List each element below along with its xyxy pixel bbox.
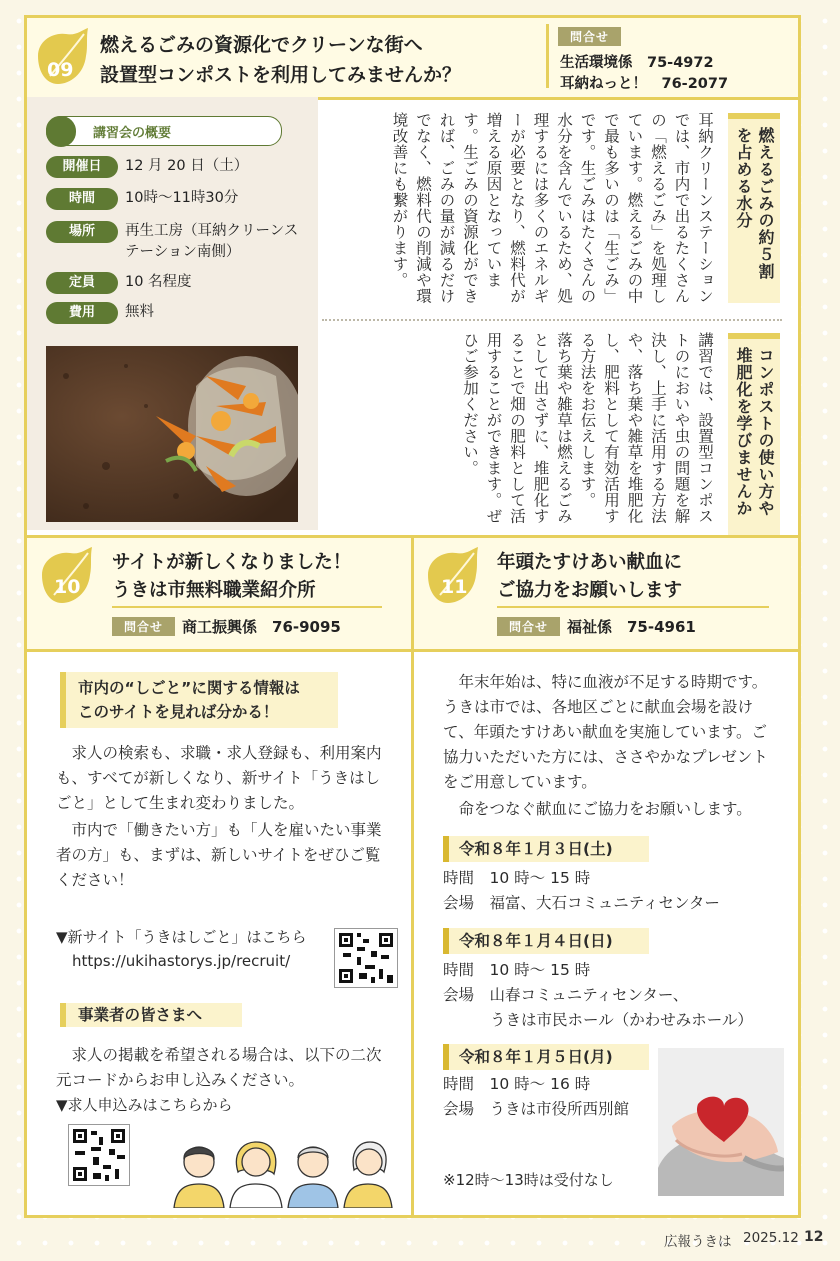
venue-text-2: うきは市民ホール（かわせみホール） <box>490 1011 753 1029</box>
people-illustration <box>170 1132 395 1208</box>
column-heading: コンポストの使い方や堆肥化を学びませんか <box>728 333 780 535</box>
paragraph: 求人の掲載を希望される場合は、以下の二次元コードからお申し込みください。 <box>56 1046 382 1089</box>
course-label-dot <box>46 116 76 147</box>
paragraph: 求人の検索も、求職・求人登録も、利用案内も、すべてが新しくなり、新サイト「うきはしごと」として生まれ変わりました。 <box>56 744 382 812</box>
contact-phone-1: 生活環境係 75-4972 <box>560 55 714 71</box>
time-text: 時間 10 時～ 15 時 <box>443 869 591 887</box>
title-underline <box>112 606 382 608</box>
time-text: 時間 10 時～ 15 時 <box>443 961 591 979</box>
row-value: 12 月 20 日（土） <box>125 158 249 174</box>
paragraph: 市内で「働きたい方」も「人を雇いたい事業者の方」も、まずは、新しいサイトをぜひご覧ください！ <box>56 821 382 889</box>
compost-photo <box>46 346 298 522</box>
contact-tag: 問合せ <box>112 617 175 636</box>
time-text: 時間 10 時～ 16 時 <box>443 1075 591 1093</box>
dotted-divider <box>322 319 782 321</box>
section-number: 11 <box>441 576 468 598</box>
section-title-line1: 燃えるごみの資源化でクリーンな街へ <box>100 34 423 56</box>
row-label: 場所 <box>46 221 118 243</box>
date-heading: 令和８年１月５日(月) <box>443 1044 649 1070</box>
venue-text: 会場 福富、大石コミュニティセンター <box>443 894 720 912</box>
footer-publication: 広報うきは <box>664 1234 732 1250</box>
header-divider <box>546 24 549 88</box>
column-text: 講習では、設置型コンポストのにおいや虫の問題を解決し、上手に活用する方法や、落ち葉や雑草を堆肥化し、肥料として有効活用する方法をお伝えします。 落ち葉や雑草は燃えるごみとして出さずに、堆肥化することで畑の肥料として活用することができます。ぜひご参加ください。 <box>461 332 714 524</box>
venue-text: 会場 うきは市役所西別館 <box>443 1100 630 1118</box>
site-link-label: ▼新サイト「うきはしごと」はこちら <box>56 928 307 946</box>
venue-text: 会場 山春コミュニティセンター、 <box>443 986 689 1004</box>
footer-issue: 2025.12 <box>743 1230 799 1246</box>
row-value: 10時～11時30分 <box>125 190 239 206</box>
course-label: 講習会の概要 <box>93 126 172 141</box>
row-value: 再生工房（耳納クリーンステーション南側） <box>125 223 299 260</box>
info-heading <box>60 672 338 728</box>
title-underline <box>497 606 769 608</box>
section-number: 09 <box>47 59 74 81</box>
row-label: 開催日 <box>46 156 118 178</box>
row-label: 時間 <box>46 188 118 210</box>
contact-phone-2: 耳納ねっと！ 76-2077 <box>560 76 729 92</box>
column-heading: 燃えるごみの約５割を占める水分 <box>728 113 780 303</box>
qr-code-site[interactable] <box>334 928 398 988</box>
section-title-line1: サイトが新しくなりました！ <box>112 552 352 573</box>
column-text: 耳納クリーンステーションでは、市内で出るたくさんの「燃えるごみ」を処理しています。燃えるごみの中で最も多いのは「生ごみ」です。生ごみはたくさんの水分を含んでいるため、処理するには多くのエネルギーが必要となり、燃料代が増える原因となっています。生ごみの資源化ができれば、ごみの量が減るだけでなく、燃料代の削減や環境改善にも繋がります。 <box>390 112 714 304</box>
info-heading-line1: 市内の“しごと”に関する情報は <box>78 679 300 697</box>
note-text: ※12時～13時は受付なし <box>443 1171 614 1189</box>
heart-hands-photo <box>658 1048 784 1196</box>
info-heading-line2: このサイトを見れば分かる！ <box>78 703 279 721</box>
section-number: 10 <box>54 576 81 598</box>
row-label: 定員 <box>46 272 118 294</box>
contact-phone: 商工振興係 76-9095 <box>182 618 341 636</box>
qr-code-apply[interactable] <box>68 1124 130 1186</box>
section-title-line2: ご協力をお願いします <box>497 580 683 601</box>
contact-tag: 問合せ <box>497 617 560 636</box>
page-number: 12 <box>804 1229 824 1245</box>
paragraph: 命をつなぐ献血にご協力をお願いします。 <box>443 800 752 818</box>
contact-phone: 福祉係 75-4961 <box>567 618 696 636</box>
row-value: 無料 <box>125 304 154 320</box>
section-title-line2: うきは市無料職業紹介所 <box>112 580 316 601</box>
paragraph: 年末年始は、特に血液が不足する時期です。うきは市では、各地区ごとに献血会場を設けて、年頭たすけあい献血を実施しています。ご協力いただいた方には、ささやかなプレゼントをご用意しています。 <box>443 673 768 791</box>
row-label: 費用 <box>46 302 118 324</box>
apply-label: ▼求人申込みはこちらから <box>56 1096 233 1114</box>
business-heading: 事業者の皆さまへ <box>60 1003 242 1027</box>
row-value: 10 名程度 <box>125 274 192 290</box>
contact-tag: 問合せ <box>558 27 621 46</box>
date-heading: 令和８年１月３日(土) <box>443 836 649 862</box>
section-title-line1: 年頭たすけあい献血に <box>497 552 683 573</box>
section-title-line2: 設置型コンポストを利用してみませんか？ <box>100 64 462 86</box>
site-url-link[interactable]: https://ukihastorys.jp/recruit/ <box>72 952 291 970</box>
date-heading: 令和８年１月４日(日) <box>443 928 649 954</box>
